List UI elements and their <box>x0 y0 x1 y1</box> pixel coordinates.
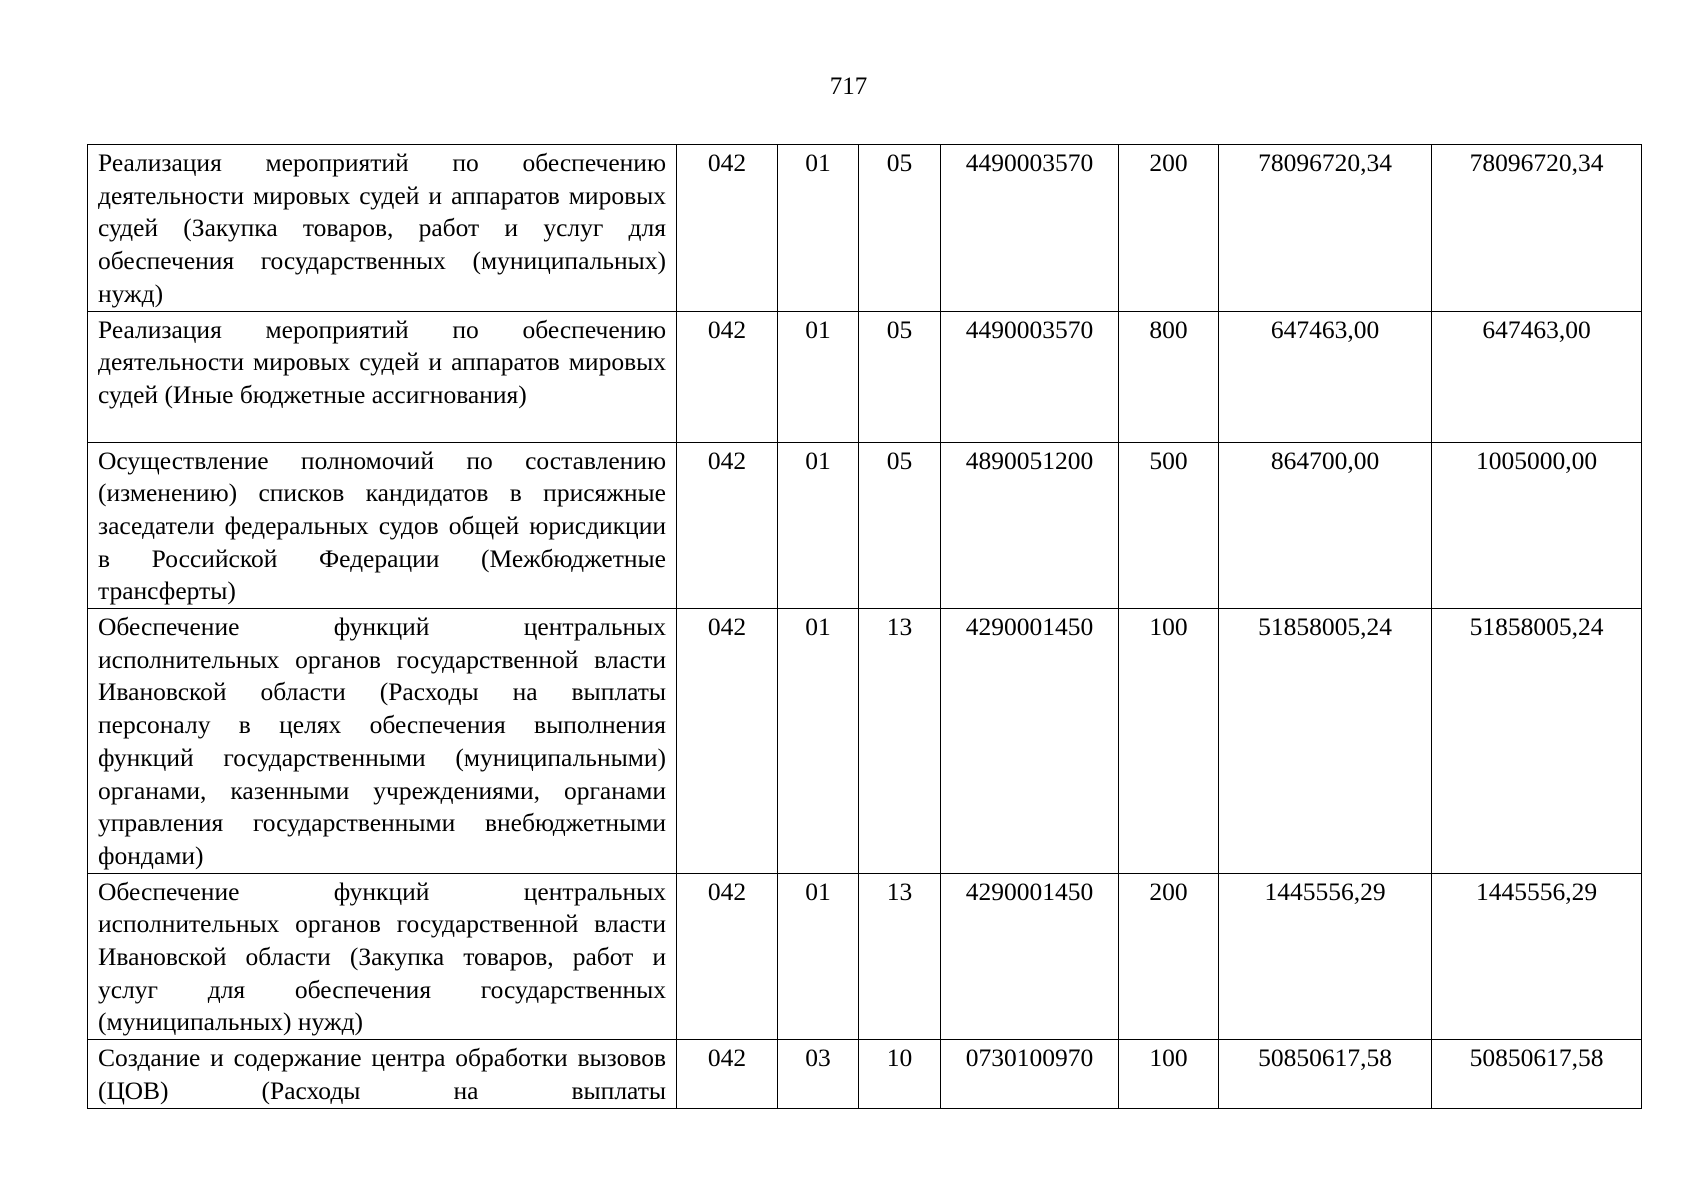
ministry-code: 042 <box>677 609 778 874</box>
amount-2: 51858005,24 <box>1432 609 1642 874</box>
row-description: Обеспечение функций центральных исполнительных органов государственной власти Ивановской области (Закупка товаров, работ и услуг для обеспечения государственных (муниципальных) нужд) <box>88 873 677 1040</box>
target-article-code: 0730100970 <box>941 1040 1119 1108</box>
expense-type-code: 100 <box>1119 1040 1219 1108</box>
section-code: 01 <box>778 873 859 1040</box>
amount-2: 50850617,58 <box>1432 1040 1642 1108</box>
amount-2: 78096720,34 <box>1432 145 1642 312</box>
expense-type-code: 200 <box>1119 145 1219 312</box>
section-code: 01 <box>778 609 859 874</box>
expense-type-code: 200 <box>1119 873 1219 1040</box>
ministry-code: 042 <box>677 145 778 312</box>
subsection-code: 05 <box>859 145 941 312</box>
table-row <box>88 311 1642 442</box>
subsection-code: 13 <box>859 873 941 1040</box>
amount-2: 1005000,00 <box>1432 442 1642 609</box>
target-article-code: 4290001450 <box>941 873 1119 1040</box>
row-description: Создание и содержание центра обработки вызовов (ЦОВ) (Расходы на выплаты <box>88 1040 677 1108</box>
amount-1: 647463,00 <box>1219 311 1432 442</box>
amount-1: 51858005,24 <box>1219 609 1432 874</box>
row-description: Реализация мероприятий по обеспечению деятельности мировых судей и аппаратов мировых судей (Иные бюджетные ассигнования) <box>88 311 677 442</box>
ministry-code: 042 <box>677 442 778 609</box>
amount-1: 78096720,34 <box>1219 145 1432 312</box>
target-article-code: 4890051200 <box>941 442 1119 609</box>
amount-2: 1445556,29 <box>1432 873 1642 1040</box>
table-row <box>88 145 1642 312</box>
row-description: Реализация мероприятий по обеспечению деятельности мировых судей и аппаратов мировых судей (Закупка товаров, работ и услуг для обеспечения государственных (муниципальных) нужд) <box>88 145 677 312</box>
subsection-code: 05 <box>859 442 941 609</box>
section-code: 01 <box>778 442 859 609</box>
row-description: Обеспечение функций центральных исполнительных органов государственной власти Ивановской области (Расходы на выплаты персоналу в целях обеспечения выполнения функций государственными (муниципальными) органами, казенными учреждениями, органами управления государственными внебюджетными фондами) <box>88 609 677 874</box>
ministry-code: 042 <box>677 873 778 1040</box>
section-code: 01 <box>778 145 859 312</box>
table-row <box>88 609 1642 874</box>
target-article-code: 4490003570 <box>941 145 1119 312</box>
budget-table <box>87 144 1642 1109</box>
expense-type-code: 100 <box>1119 609 1219 874</box>
amount-1: 864700,00 <box>1219 442 1432 609</box>
section-code: 03 <box>778 1040 859 1108</box>
table-row <box>88 442 1642 609</box>
subsection-code: 13 <box>859 609 941 874</box>
subsection-code: 10 <box>859 1040 941 1108</box>
amount-1: 50850617,58 <box>1219 1040 1432 1108</box>
page-number: 717 <box>829 73 868 100</box>
amount-2: 647463,00 <box>1432 311 1642 442</box>
ministry-code: 042 <box>677 1040 778 1108</box>
ministry-code: 042 <box>677 311 778 442</box>
subsection-code: 05 <box>859 311 941 442</box>
expense-type-code: 800 <box>1119 311 1219 442</box>
row-description: Осуществление полномочий по составлению (изменению) списков кандидатов в присяжные заседатели федеральных судов общей юрисдикции в Российской Федерации (Межбюджетные трансферты) <box>88 442 677 609</box>
expense-type-code: 500 <box>1119 442 1219 609</box>
target-article-code: 4490003570 <box>941 311 1119 442</box>
section-code: 01 <box>778 311 859 442</box>
target-article-code: 4290001450 <box>941 609 1119 874</box>
amount-1: 1445556,29 <box>1219 873 1432 1040</box>
table-row <box>88 1040 1642 1108</box>
table-row <box>88 873 1642 1040</box>
